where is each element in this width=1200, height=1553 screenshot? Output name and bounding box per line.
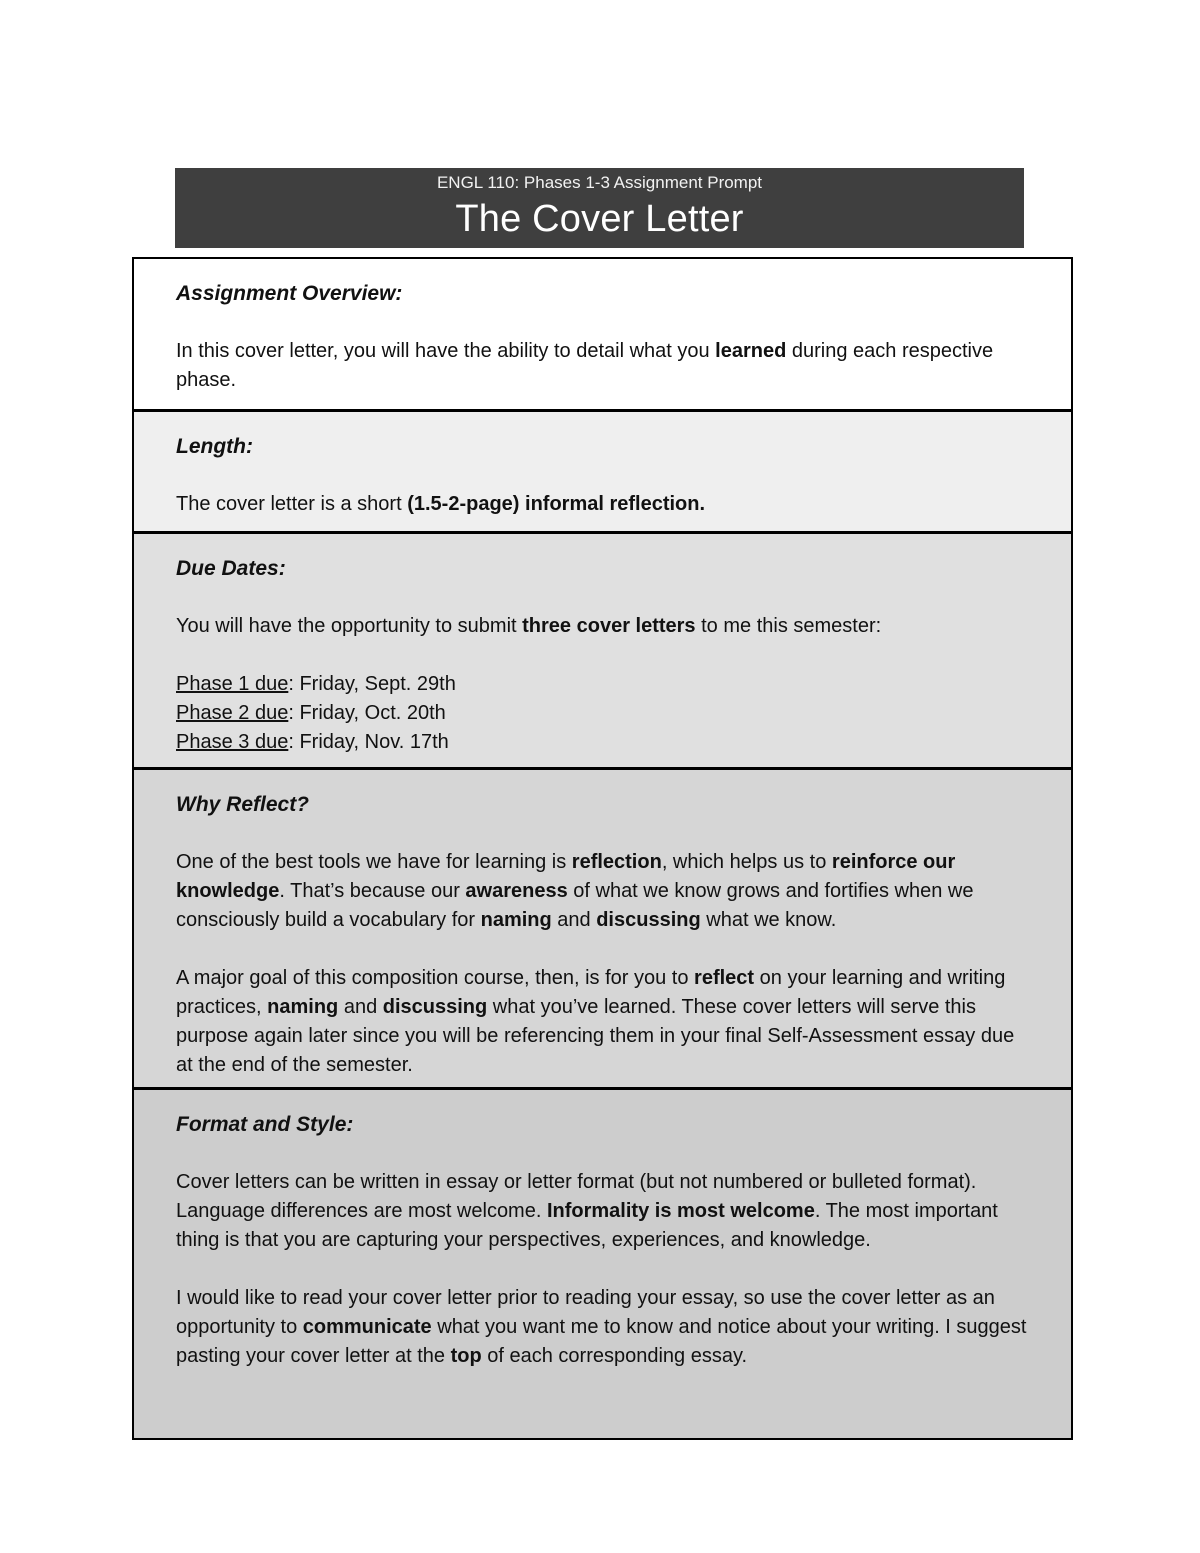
bold-run: top [450, 1345, 482, 1367]
text-run: . That’s because our [279, 880, 466, 902]
text-run: , which helps us to [661, 851, 832, 873]
bold-run: discussing [596, 909, 701, 931]
due-date-item [176, 670, 1029, 699]
overview-paragraph [176, 337, 1029, 395]
text-run: what you’ve learned. These cover letters will serve this purpose again later since you will be referencing them in your final Self-Assessment essay due at the end of the semester. [176, 996, 1015, 1076]
section-heading: Assignment Overview: [176, 282, 403, 305]
section-due-dates [132, 532, 1073, 769]
bold-run: three cover letters [522, 615, 696, 637]
bold-run: communicate [302, 1316, 432, 1338]
section-heading: Format and Style: [176, 1113, 354, 1136]
due-date-label: Phase 2 due [176, 702, 289, 724]
text-run: You will have the opportunity to submit [176, 615, 523, 637]
text-run: of each corresponding essay. [481, 1345, 748, 1367]
bold-run: reinforce our knowledge [176, 851, 956, 902]
section-heading: Why Reflect? [176, 793, 310, 816]
text-run: and [338, 996, 383, 1018]
format-style-paragraph-1 [176, 1168, 1029, 1255]
bold-run: discussing [382, 996, 488, 1018]
bold-run: naming [267, 996, 339, 1018]
bold-run: awareness [465, 880, 568, 902]
bold-run: Informality is most welcome [546, 1200, 815, 1222]
section-heading: Due Dates: [176, 557, 286, 580]
text-run: The cover letter is a short [176, 493, 408, 515]
due-date-label: Phase 1 due [176, 673, 289, 695]
text-run: In this cover letter, you will have the ability to detail what you [176, 340, 716, 362]
text-run: what you want me to know and notice about your writing. I suggest pasting your cover letter at the [176, 1316, 1027, 1367]
text-run: . The most important thing is that you are capturing your perspectives, experiences, and knowledge. [176, 1200, 998, 1251]
section-format-and-style [132, 1088, 1073, 1440]
bold-run: (1.5-2-page) informal reflection. [407, 493, 706, 515]
due-date-item [176, 728, 1029, 757]
text-run: of what we know grows and fortifies when we consciously build a vocabulary for [176, 880, 974, 931]
due-date-item [176, 699, 1029, 728]
due-date-label: Phase 3 due [176, 731, 289, 753]
length-paragraph [176, 490, 1029, 519]
section-length [132, 410, 1073, 533]
due-dates-intro [176, 612, 1029, 641]
text-run: One of the best tools we have for learning is [176, 851, 572, 873]
text-run: what we know. [700, 909, 837, 931]
text-run: and [551, 909, 597, 931]
text-run: I would like to read your cover letter prior to reading your essay, so use the cover letter as an opportunity to [176, 1287, 995, 1338]
text-run: A major goal of this composition course, then, is for you to [176, 967, 695, 989]
due-date-value: : Friday, Sept. 29th [288, 673, 456, 695]
course-label: ENGL 110: Phases 1-3 Assignment Prompt [436, 173, 763, 192]
bold-run: naming [480, 909, 552, 931]
text-run: on your learning and writing practices, [176, 967, 1006, 1018]
text-run: Cover letters can be written in essay or letter format (but not numbered or bulleted format). Language differences are most welcome. [176, 1171, 977, 1222]
section-why-reflect [132, 768, 1073, 1089]
due-dates-list [176, 670, 1029, 757]
section-assignment-overview [132, 257, 1073, 411]
why-reflect-paragraph-2 [176, 964, 1029, 1080]
bold-run: reflect [694, 967, 755, 989]
document-title: The Cover Letter [455, 198, 744, 240]
format-style-paragraph-2 [176, 1284, 1029, 1371]
bold-run: reflection [571, 851, 662, 873]
section-heading: Length: [176, 435, 253, 458]
due-date-value: : Friday, Nov. 17th [288, 731, 449, 753]
text-run: during each respective phase. [176, 340, 994, 391]
document-header [175, 168, 1024, 248]
text-run: to me this semester: [695, 615, 882, 637]
due-date-value: : Friday, Oct. 20th [288, 702, 446, 724]
bold-run: learned [715, 340, 787, 362]
why-reflect-paragraph-1 [176, 848, 1029, 935]
